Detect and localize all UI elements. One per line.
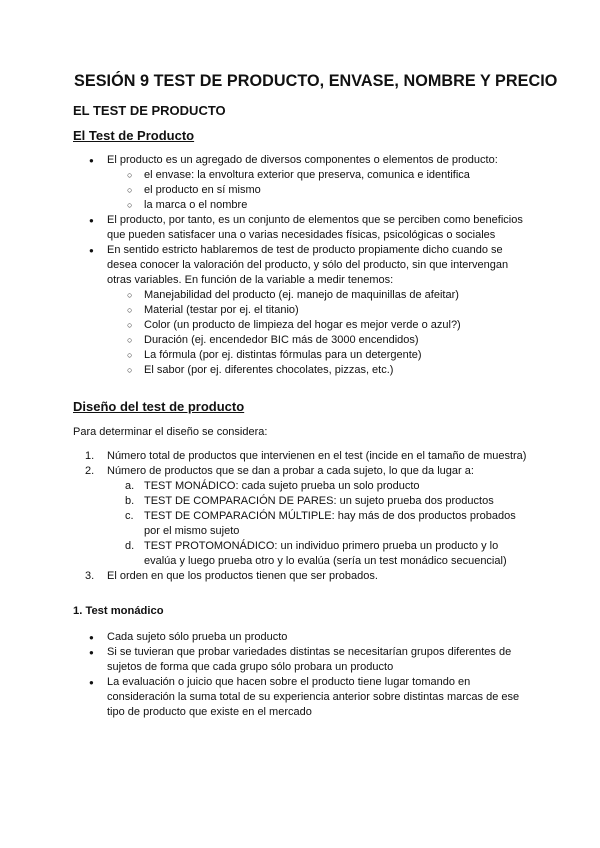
- test-type-item: [125, 509, 527, 539]
- design-intro-text: Para determinar el diseño se considera:: [73, 426, 268, 438]
- item-number: 1.: [85, 450, 95, 462]
- subsection-heading-diseno: Diseño del test de producto: [73, 399, 245, 414]
- section-heading: EL TEST DE PRODUCTO: [73, 103, 226, 118]
- product-components-list: [107, 153, 527, 378]
- subsection-heading-test-de-producto: El Test de Producto: [73, 128, 195, 143]
- sub-list-item: ○ Manejabilidad del producto (ej. manejo de maquinillas de afeitar): [144, 288, 527, 303]
- numbered-item-text: Número de productos que se dan a probar a cada sujeto, lo que da lugar a:: [107, 465, 474, 477]
- page-title: SESIÓN 9 TEST DE PRODUCTO, ENVASE, NOMBRE Y PRECIO: [74, 72, 558, 90]
- item-letter: a.: [125, 480, 135, 492]
- numbered-item: [85, 449, 527, 464]
- sub-list-item: ○ el envase: la envoltura exterior que preserva, comunica e identifica: [144, 168, 527, 183]
- test-type-text: TEST PROTOMONÁDICO: un individuo primero prueba un producto y lo evalúa y luego prueba otro y lo evalúa (sería un test monádico secuencial): [144, 540, 507, 567]
- item-number: 2.: [85, 465, 95, 477]
- list-item: ● Si se tuvieran que probar variedades distintas se necesitarían grupos diferentes de sujetos de forma que cada grupo sólo probara un producto: [107, 645, 527, 675]
- list-item-text: En sentido estricto hablaremos de test de producto propiamente dicho cuando se desea conocer la valoración del producto, y sólo del producto, sin que intervengan otras variables. En función de la variable a medir tenemos:: [107, 244, 509, 286]
- list-item-text: El producto es un agregado de diversos componentes o elementos de producto:: [107, 154, 498, 166]
- list-item: [107, 213, 527, 243]
- test-type-item: [125, 479, 527, 494]
- test-type-item: [125, 494, 527, 509]
- sub-list-item: ○ La fórmula (por ej. distintas fórmulas para un detergente): [144, 348, 527, 363]
- item-letter: c.: [125, 510, 134, 522]
- sub-list-item: ○ la marca o el nombre: [144, 198, 527, 213]
- test-type-text: TEST DE COMPARACIÓN MÚLTIPLE: hay más de dos productos probados por el mismo sujeto: [144, 510, 516, 537]
- sub-list-item: ○ Color (un producto de limpieza del hogar es mejor verde o azul?): [144, 318, 527, 333]
- list-item: [107, 153, 527, 213]
- sub-list: [107, 288, 527, 378]
- sub-list-item: ○ el producto en sí mismo: [144, 183, 527, 198]
- numbered-item: [85, 569, 527, 584]
- monadic-test-list: [107, 630, 527, 720]
- subsection-heading-test-monadico: 1. Test monádico: [73, 605, 164, 617]
- design-factors-list: [85, 449, 527, 584]
- test-type-text: TEST MONÁDICO: cada sujeto prueba un solo producto: [144, 480, 420, 492]
- list-item: ● La evaluación o juicio que hacen sobre el producto tiene lugar tomando en consideración la suma total de su experiencia anterior sobre distintas marcas de ese tipo de producto que existe en el mercado: [107, 675, 527, 720]
- numbered-item: [85, 464, 527, 569]
- item-letter: d.: [125, 540, 135, 552]
- list-item: ● Cada sujeto sólo prueba un producto: [107, 630, 527, 645]
- list-item: [107, 243, 527, 378]
- numbered-item-text: Número total de productos que intervienen en el test (incide en el tamaño de muestra): [107, 450, 527, 462]
- sub-list-item: ○ Material (testar por ej. el titanio): [144, 303, 527, 318]
- test-type-item: [125, 539, 527, 569]
- list-item-text: El producto, por tanto, es un conjunto de elementos que se perciben como beneficios que pueden satisfacer una o varias necesidades físicas, psicológicas o sociales: [107, 214, 523, 241]
- item-number: 3.: [85, 570, 95, 582]
- test-types-list: [107, 479, 527, 569]
- numbered-item-text: El orden en que los productos tienen que ser probados.: [107, 570, 378, 582]
- sub-list-item: ○ El sabor (por ej. diferentes chocolates, pizzas, etc.): [144, 363, 527, 378]
- sub-list: [107, 168, 527, 213]
- test-type-text: TEST DE COMPARACIÓN DE PARES: un sujeto prueba dos productos: [144, 495, 494, 507]
- item-letter: b.: [125, 495, 135, 507]
- sub-list-item: ○ Duración (ej. encendedor BIC más de 3000 encendidos): [144, 333, 527, 348]
